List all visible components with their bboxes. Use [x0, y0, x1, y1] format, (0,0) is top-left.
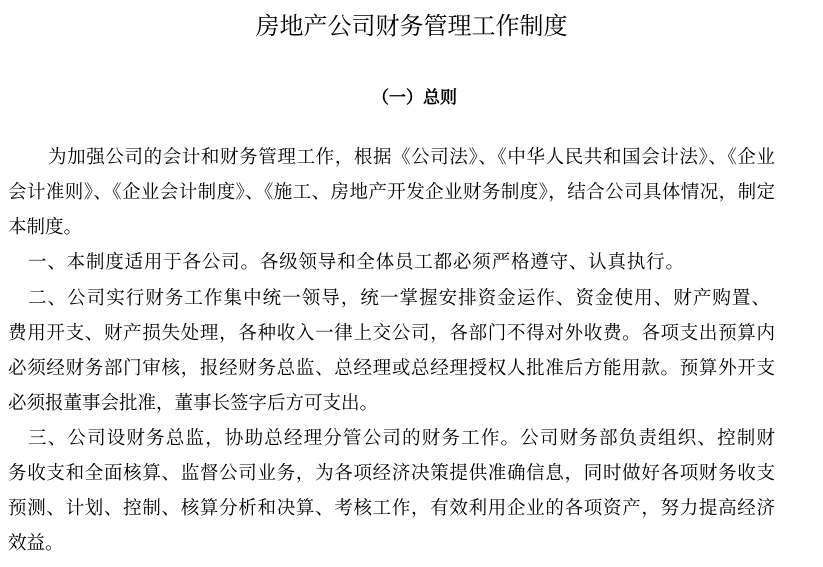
text-line: 会计准则》、《企业会计制度》、《施工、房地产开发企业财务制度》，结合公司具体情况，制定	[8, 182, 775, 203]
text-line: 务收支和全面核算、监督公司业务，为各项经济决策提供准确信息，同时做好各项财务收支	[8, 463, 775, 484]
document-title: 房地产公司财务管理工作制度	[255, 12, 568, 40]
text-line: 必须经财务部门审核，报经财务总监、总经理或总经理授权人批准后方能用款。预算外开支	[8, 358, 775, 379]
text-line: 必须报董事会批准，董事长签字后方可支出。	[8, 393, 379, 414]
text-line: 效益。	[8, 533, 64, 554]
text-line: 费用开支、财产损失处理，各种收入一律上交公司，各部门不得对外收费。各项支出预算内	[8, 323, 775, 344]
text-line: 预测、计划、控制、核算分析和决算、考核工作，有效利用企业的各项资产，努力提高经济	[8, 498, 775, 519]
text-line: 一、本制度适用于各公司。各级领导和全体员工都必须严格遵守、认真执行。	[28, 252, 684, 273]
text-line: 二、公司实行财务工作集中统一领导，统一掌握安排资金运作、资金使用、财产购置、	[28, 288, 770, 309]
text-line: 为加强公司的会计和财务管理工作，根据《公司法》、《中华人民共和国会计法》、《企业	[48, 147, 775, 168]
text-line: 本制度。	[8, 217, 83, 238]
section-heading: （一）总则	[372, 88, 457, 108]
text-line: 三、公司设财务总监，协助总经理分管公司的财务工作。公司财务部负责组织、控制财	[28, 428, 775, 449]
